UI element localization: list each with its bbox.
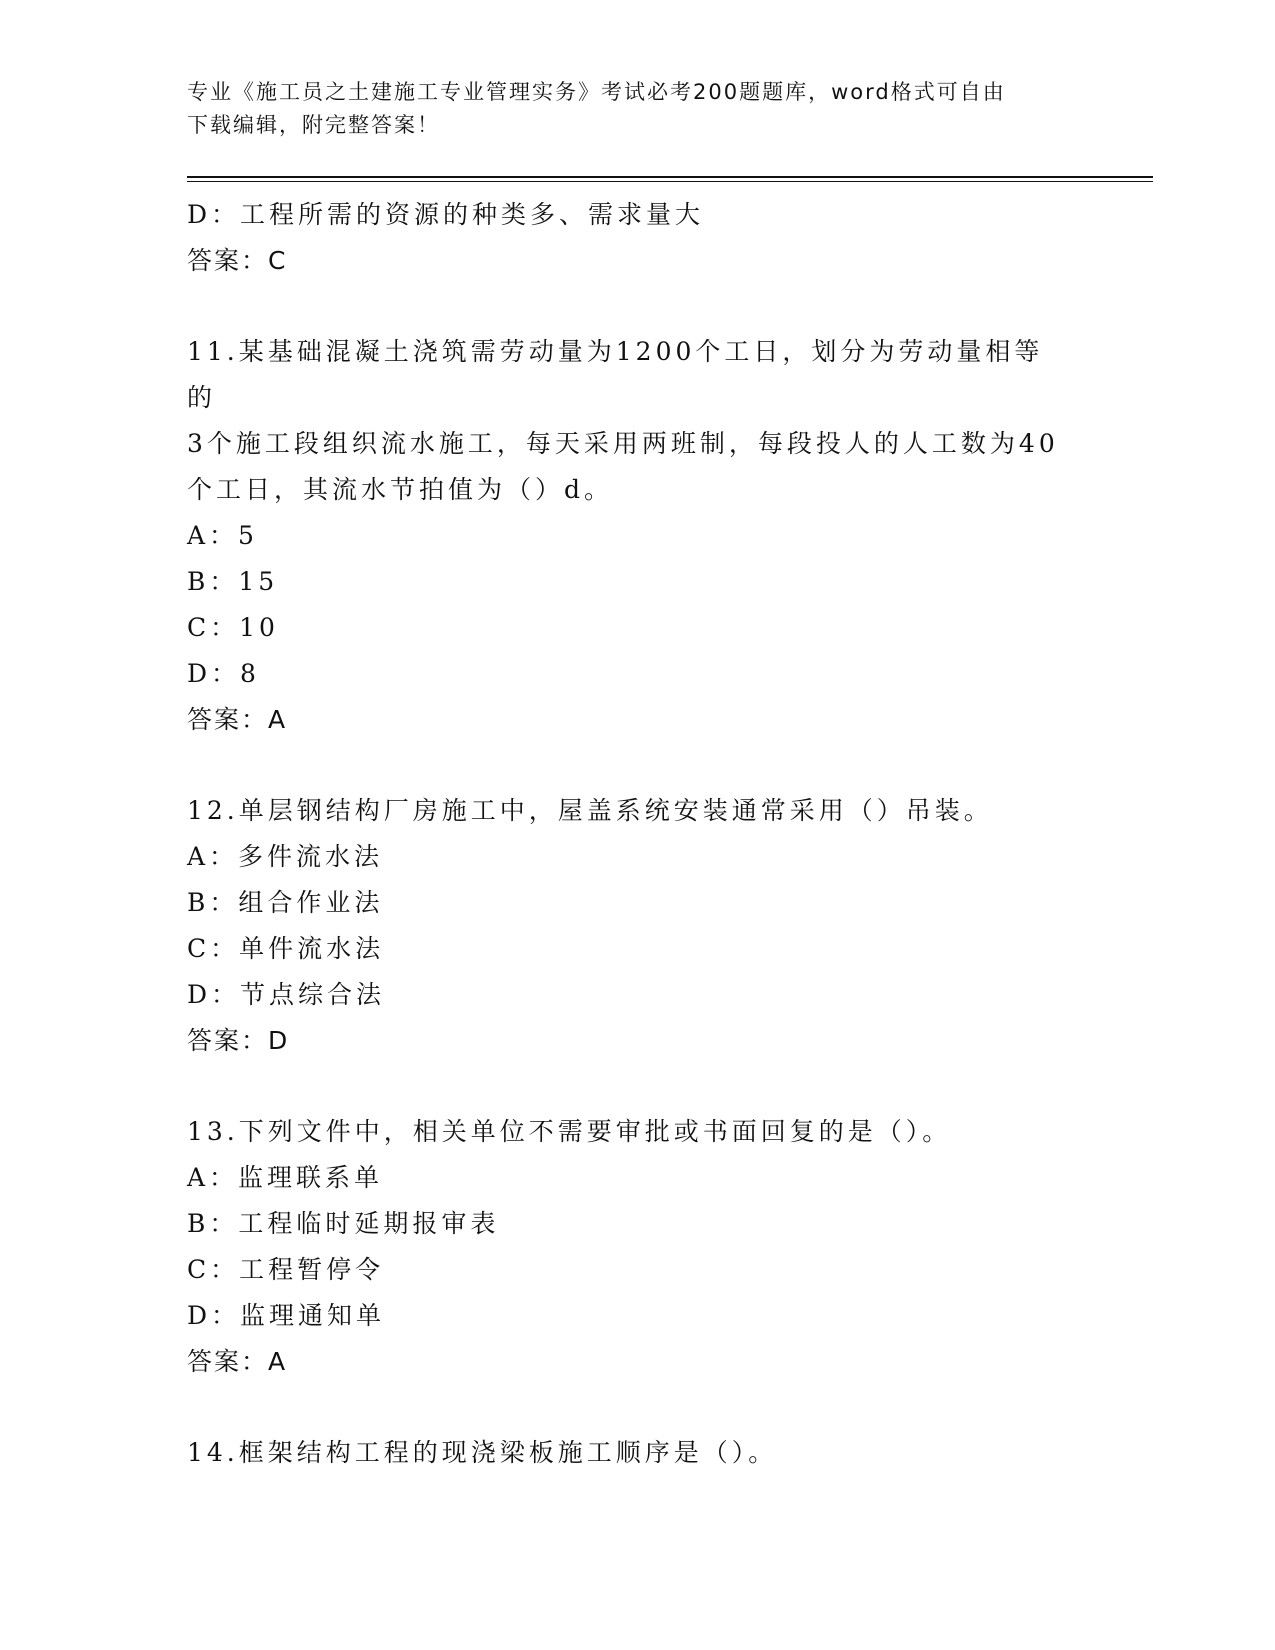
option-b: B：工程临时延期报审表 — [187, 1209, 500, 1238]
option-c: C：10 — [187, 613, 279, 642]
answer-line: 答案：C — [187, 246, 288, 275]
option-a: A：监理联系单 — [187, 1163, 384, 1192]
question-stem-line: 14.框架结构工程的现浇梁板施工顺序是（）。 — [187, 1438, 778, 1467]
document-header — [187, 76, 1077, 142]
document-body — [187, 192, 1067, 1476]
question-12 — [187, 788, 1067, 1064]
question-stem-line: 个工日，其流水节拍值为（）d。 — [187, 475, 614, 504]
answer-line: 答案：D — [187, 1026, 290, 1055]
header-divider-thin — [187, 181, 1153, 182]
question-stem-line: 11.某基础混凝土浇筑需劳动量为1200个工日，划分为劳动量相等的 — [187, 337, 1044, 412]
question-stem-line: 12.单层钢结构厂房施工中，屋盖系统安装通常采用（）吊装。 — [187, 796, 993, 825]
question-stem-line: 3个施工段组织流水施工，每天采用两班制，每段投人的人工数为40 — [187, 429, 1059, 458]
option-d: D：工程所需的资源的种类多、需求量大 — [187, 200, 705, 229]
header-line-2: 下载编辑，附完整答案！ — [187, 113, 440, 137]
question-13 — [187, 1109, 1067, 1385]
question-11 — [187, 329, 1067, 743]
question-stem-line: 13.下列文件中，相关单位不需要审批或书面回复的是（）。 — [187, 1117, 952, 1146]
option-a: A：多件流水法 — [187, 842, 384, 871]
answer-line: 答案：A — [187, 1347, 288, 1376]
option-d: D：节点综合法 — [187, 980, 386, 1009]
header-divider-thick — [187, 176, 1153, 178]
answer-line: 答案：A — [187, 705, 288, 734]
header-line-1: 专业《施工员之土建施工专业管理实务》考试必考200题题库，word格式可自由 — [187, 80, 1006, 104]
option-c: C：工程暂停令 — [187, 1255, 385, 1284]
question-14 — [187, 1430, 1067, 1476]
option-a: A：5 — [187, 521, 258, 550]
option-b: B：组合作业法 — [187, 888, 384, 917]
option-c: C：单件流水法 — [187, 934, 385, 963]
option-b: B：15 — [187, 567, 279, 596]
option-d: D：8 — [187, 659, 260, 688]
option-d: D：监理通知单 — [187, 1301, 386, 1330]
